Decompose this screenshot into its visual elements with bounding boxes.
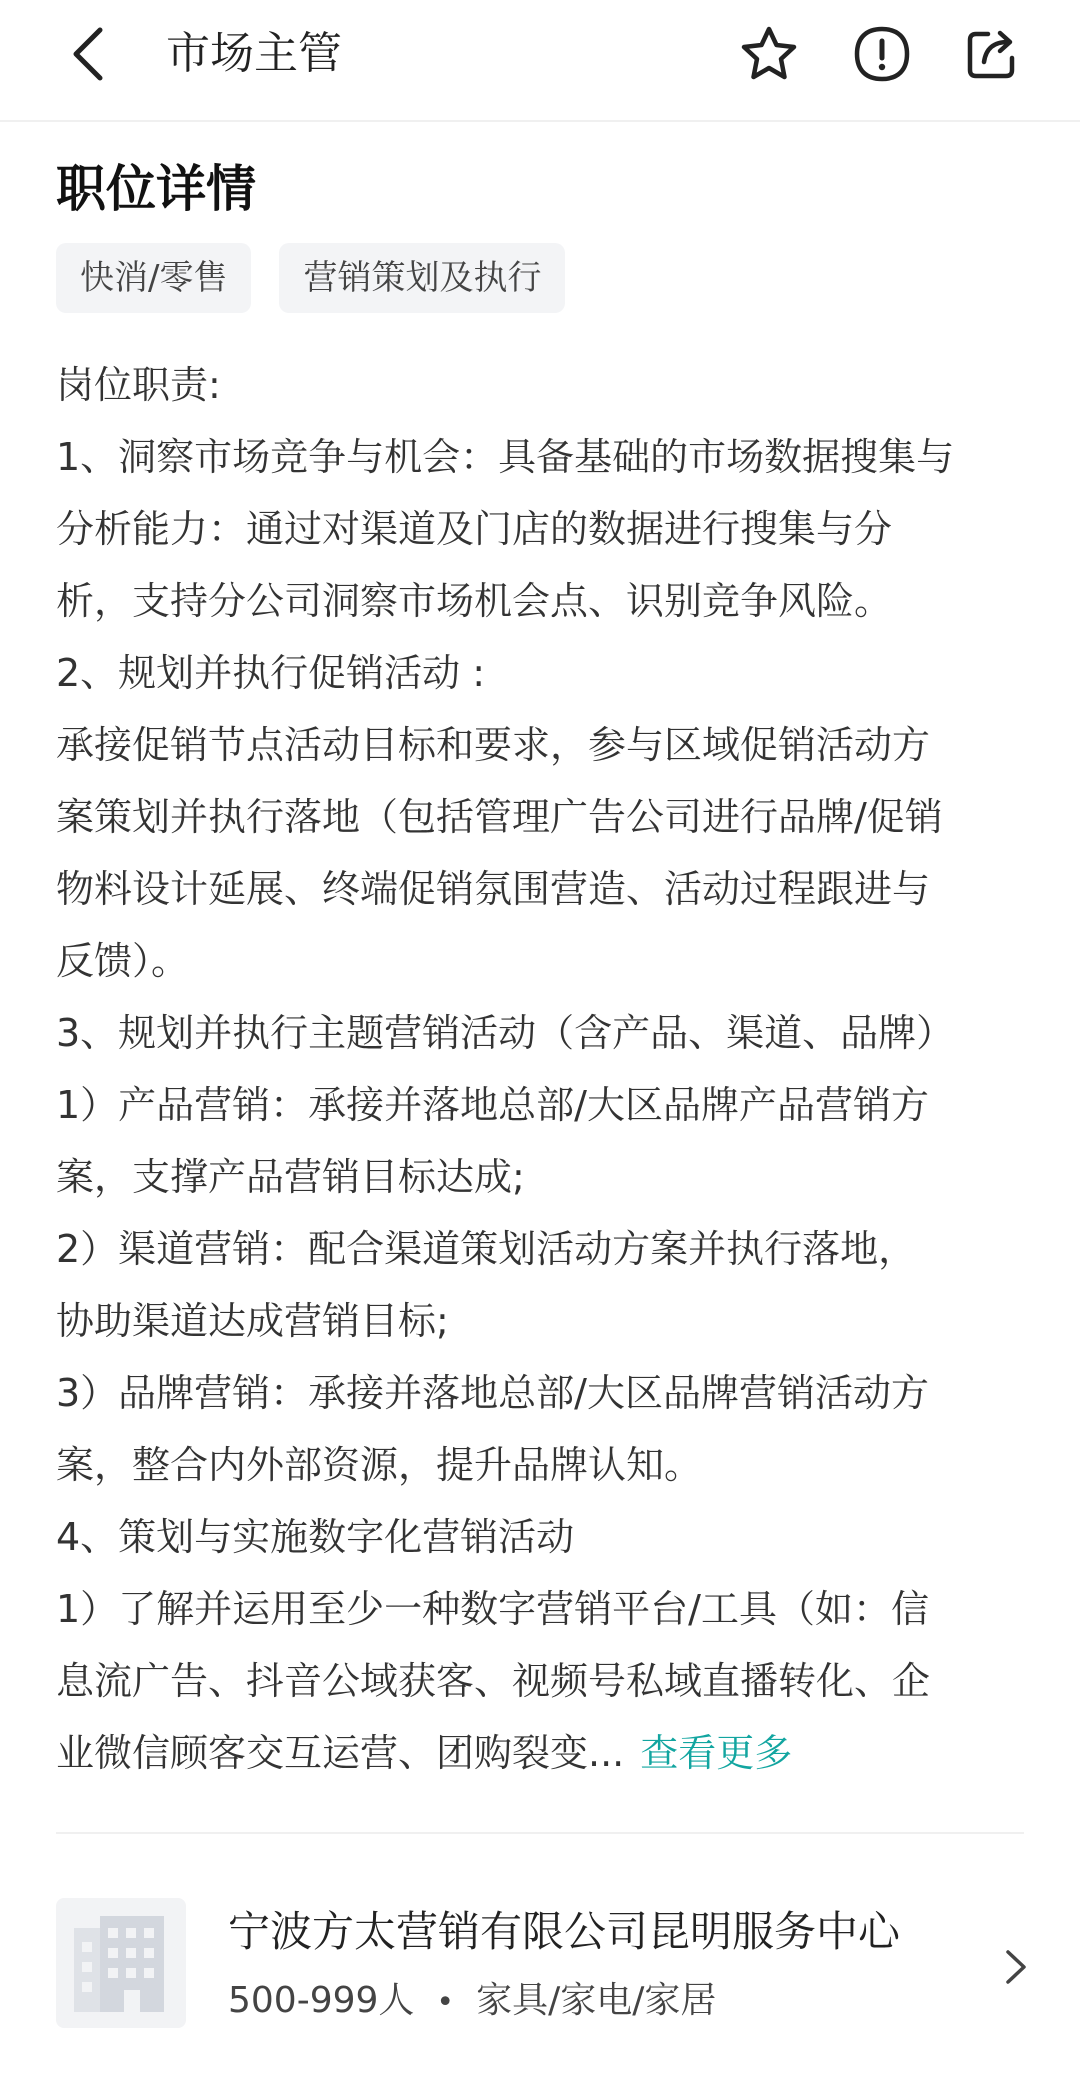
description-line: 案，整合内外部资源，提升品牌认知。 xyxy=(56,1443,703,1487)
company-industry: 家具/家电/家居 xyxy=(476,1980,717,2021)
description-last-line xyxy=(56,1717,1024,1789)
report-button[interactable] xyxy=(850,22,914,86)
description-line: 息流广告、抖音公域获客、视频号私域直播转化、企 xyxy=(56,1659,931,1703)
separator-dot: • xyxy=(436,1985,455,2020)
description-line: 分析能力：通过对渠道及门店的数据进行搜集与分 xyxy=(56,507,893,551)
tag-industry: 快消/零售 xyxy=(56,243,251,313)
favorite-button[interactable] xyxy=(737,22,801,86)
description-line: 协助渠道达成营销目标; xyxy=(56,1299,449,1343)
description-line: 承接促销节点活动目标和要求，参与区域促销活动方 xyxy=(56,723,931,767)
share-icon xyxy=(962,24,1022,84)
description-line: 2、规划并执行促销活动 : xyxy=(56,651,486,695)
divider xyxy=(56,1832,1024,1834)
warning-icon xyxy=(852,24,912,84)
description-line: 物料设计延展、终端促销氛围营造、活动过程跟进与 xyxy=(56,867,931,911)
star-icon xyxy=(739,24,799,84)
building-icon xyxy=(56,1898,186,2028)
top-bar xyxy=(0,0,1080,122)
description-line: 反馈）。 xyxy=(56,939,190,983)
share-button[interactable] xyxy=(960,22,1024,86)
description-line-text: 业微信顾客交互运营、团购裂变... xyxy=(56,1731,625,1775)
company-name: 宁波方太营销有限公司昆明服务中心 xyxy=(228,1907,901,1956)
description-line: 4、策划与实施数字化营销活动 xyxy=(56,1515,575,1559)
description-line: 案策划并执行落地（包括管理广告公司进行品牌/促销 xyxy=(56,795,943,839)
section-title: 职位详情 xyxy=(56,160,256,218)
back-arrow-icon xyxy=(68,26,108,82)
company-meta xyxy=(228,1976,716,2028)
description-line: 3、规划并执行主题营销活动（含产品、渠道、品牌） xyxy=(56,1011,955,1055)
description-line: 案，支撑产品营销目标达成; xyxy=(56,1155,525,1199)
tag-function: 营销策划及执行 xyxy=(279,243,565,313)
description-line: 2）渠道营销：配合渠道策划活动方案并执行落地， xyxy=(56,1227,917,1271)
chevron-right-icon xyxy=(996,1942,1036,1992)
company-logo xyxy=(56,1898,186,2028)
page-title: 市场主管 xyxy=(166,28,342,79)
back-button[interactable] xyxy=(56,22,120,86)
description-line: 1、洞察市场竞争与机会：具备基础的市场数据搜集与 xyxy=(56,435,955,479)
job-tags xyxy=(56,243,565,313)
company-card[interactable] xyxy=(56,1898,1024,2032)
company-size: 500-999人 xyxy=(228,1980,415,2021)
description-line: 析，支持分公司洞察市场机会点、识别竞争风险。 xyxy=(56,579,893,623)
description-line: 岗位职责: xyxy=(56,363,221,407)
description-line: 3）品牌营销：承接并落地总部/大区品牌营销活动方 xyxy=(56,1371,929,1415)
description-line: 1）产品营销：承接并落地总部/大区品牌产品营销方 xyxy=(56,1083,929,1127)
see-more-link[interactable]: 查看更多 xyxy=(640,1731,793,1775)
description-line: 1）了解并运用至少一种数字营销平台/工具（如：信 xyxy=(56,1587,929,1631)
job-description xyxy=(56,349,1024,1789)
